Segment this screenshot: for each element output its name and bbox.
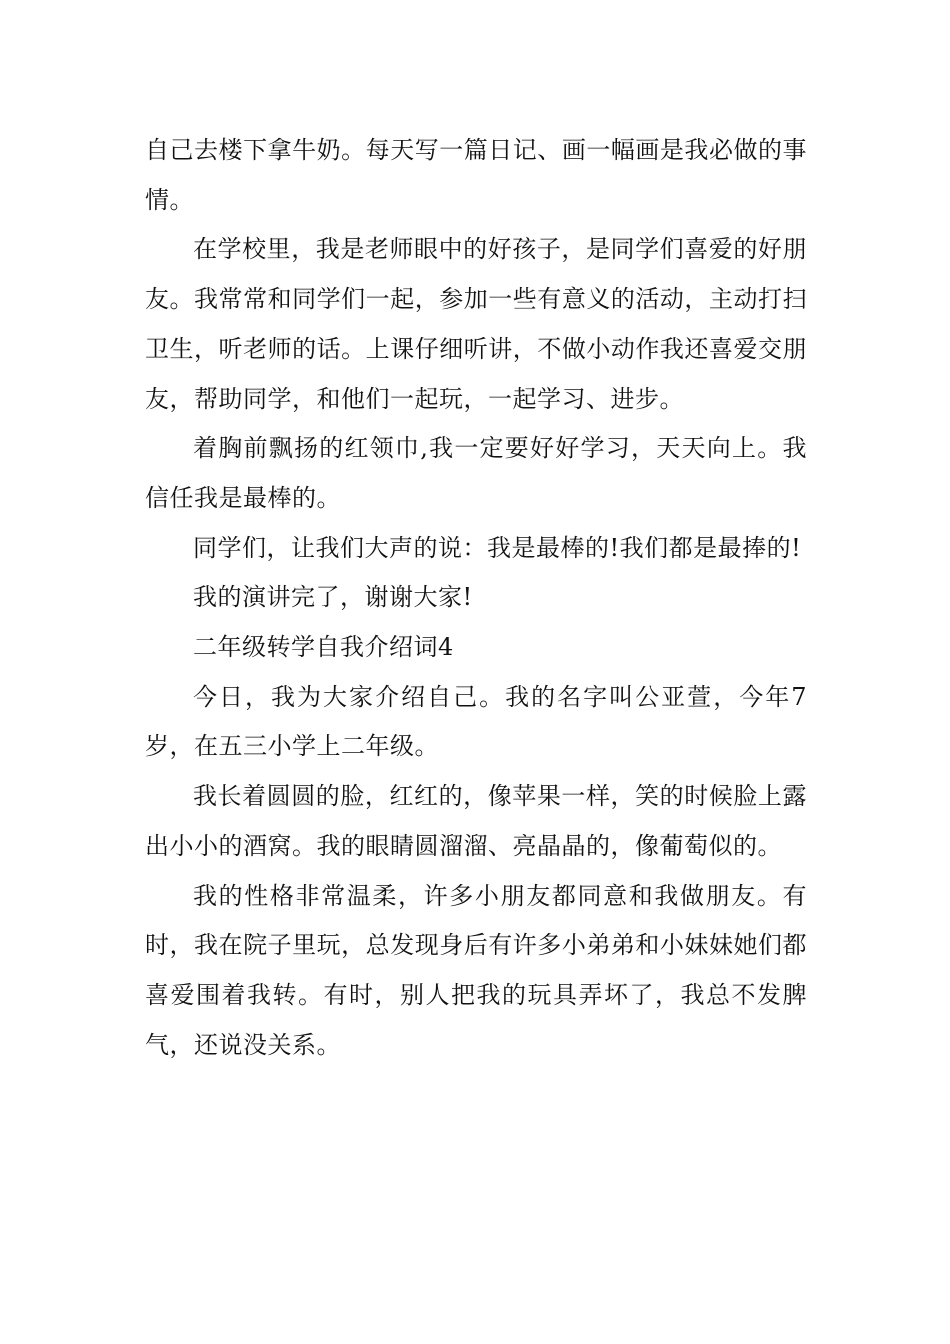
paragraph-school: 在学校里，我是老师眼中的好孩子，是同学们喜爱的好朋友。我常常和同学们一起，参加一些有意义的活动，主动打扫卫生，听老师的话。上课仔细听讲，不做小动作我还喜爱交朋友，帮助同学，和他们一起玩，一起学习、进步。 (145, 235, 807, 413)
paragraph-continuation: 自己去楼下拿牛奶。每天写一篇日记、画一幅画是我必做的事情。 (145, 136, 807, 214)
paragraph-introduction: 今日，我为大家介绍自己。我的名字叫公亚萱，今年7岁，在五三小学上二年级。 (145, 682, 807, 761)
paragraph-red-scarf: 着胸前飘扬的红领巾,我一定要好好学习，天天向上。我信任我是最棒的。 (145, 434, 807, 512)
document-body (145, 126, 807, 1070)
paragraph-classmates: 同学们，让我们大声的说：我是最棒的!我们都是最捧的! (193, 533, 802, 562)
paragraph-personality: 我的性格非常温柔，许多小朋友都同意和我做朋友。有时，我在院子里玩，总发现身后有许多小弟弟和小妹妹她们都喜爱围着我转。有时，别人把我的玩具弄坏了，我总不发脾气，还说没关系。 (145, 881, 807, 1059)
paragraph-closing: 我的演讲完了，谢谢大家! (193, 583, 473, 612)
section-heading: 二年级转学自我介绍词4 (193, 633, 454, 662)
paragraph-appearance: 我长着圆圆的脸，红红的，像苹果一样，笑的时候脸上露出小小的酒窝。我的眼睛圆溜溜、亮晶晶的，像葡萄似的。 (145, 782, 807, 860)
